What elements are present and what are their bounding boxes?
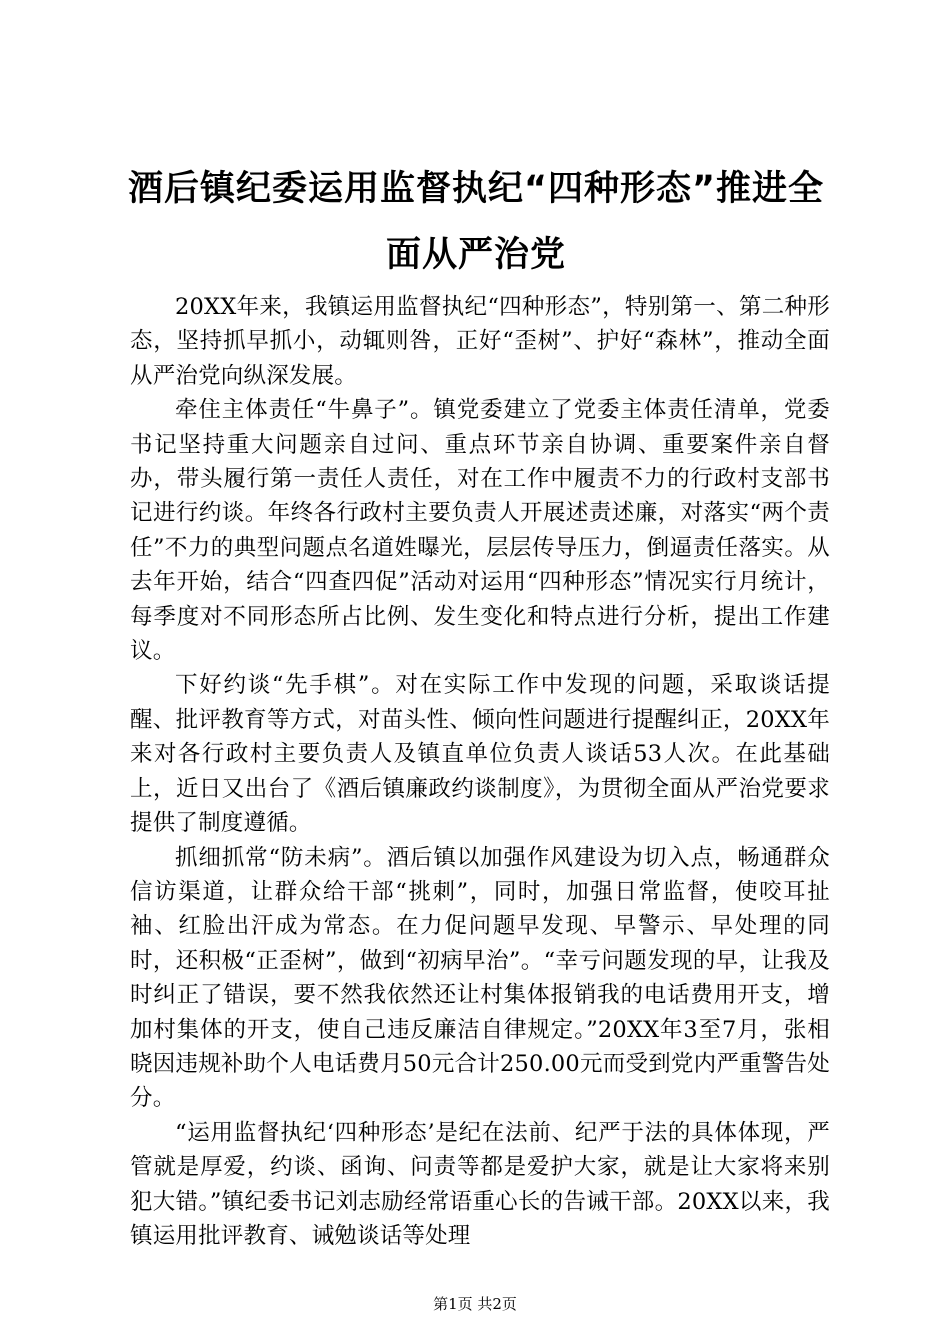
- paragraph-quote: “运用监督执纪‘四种形态’是纪在法前、纪严于法的具体体现，严管就是厚爱，约谈、函询、问责等都是爱护大家，就是让大家将来别犯大错。”镇纪委书记刘志励经常语重心长的告诫干部。20XX以来，我镇运用批评教育、诫勉谈话等处理: [130, 1119, 830, 1249]
- document-title: 酒后镇纪委运用监督执纪“四种形态”推进全面从严治党: [127, 169, 824, 275]
- page-footer: 第1页 共2页: [433, 1295, 517, 1313]
- document-body: [130, 290, 830, 1253]
- paragraph-interview: 下好约谈“先手棋”。对在实际工作中发现的问题，采取谈话提醒、批评教育等方式，对苗头性、倾向性问题进行提醒纠正，20XX年来对各行政村主要负责人及镇直单位负责人谈话53人次。在此基础上，近日又出台了《酒后镇廉政约谈制度》，为贯彻全面从严治党要求提供了制度遵循。: [130, 672, 830, 837]
- paragraph-prevention: 抓细抓常“防未病”。酒后镇以加强作风建设为切入点，畅通群众信访渠道，让群众给干部“挑刺”，同时，加强日常监督，使咬耳扯袖、红脸出汗成为常态。在力促问题早发现、早警示、早处理的同时，还积极“正歪树”，做到“初病早治”。“幸亏问题发现的早，让我及时纠正了错误，要不然我依然还让村集体报销我的电话费用开支，增加村集体的开支，使自己违反廉洁自律规定。”20XX年3至7月，张相晓因违规补助个人电话费月50元合计250.00元而受到党内严重警告处分。: [130, 844, 830, 1112]
- paragraph-main-responsibility: 牵住主体责任“牛鼻子”。镇党委建立了党委主体责任清单，党委书记坚持重大问题亲自过问、重点环节亲自协调、重要案件亲自督办，带头履行第一责任人责任，对在工作中履责不力的行政村支部书记进行约谈。年终各行政村主要负责人开展述责述廉，对落实“两个责任”不力的典型问题点名道姓曝光，层层传导压力，倒逼责任落实。从去年开始，结合“四查四促”活动对运用“四种形态”情况实行月统计，每季度对不同形态所占比例、发生变化和特点进行分析，提出工作建议。: [130, 397, 830, 665]
- paragraph-intro: 20XX年来，我镇运用监督执纪“四种形态”，特别第一、第二种形态，坚持抓早抓小，动辄则咎，正好“歪树”、护好“森林”，推动全面从严治党向纵深发展。: [130, 294, 830, 389]
